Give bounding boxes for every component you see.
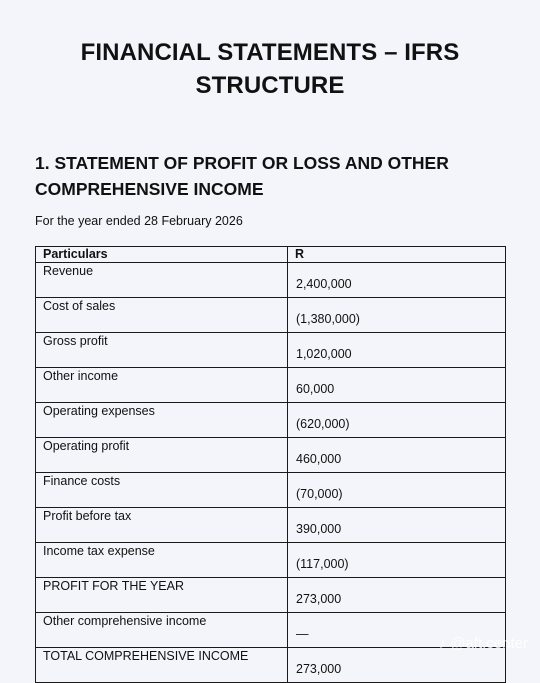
section-heading-line-2: COMPREHENSIVE INCOME	[35, 179, 264, 199]
row-amount: 273,000	[288, 648, 506, 683]
document-title	[40, 36, 500, 102]
statement-period: For the year ended 28 February 2026	[35, 214, 243, 228]
table-row	[36, 298, 506, 333]
table-row	[36, 403, 506, 438]
table-row	[36, 263, 506, 298]
document-title-line-1: FINANCIAL STATEMENTS – IFRS	[80, 39, 460, 66]
row-particular: PROFIT FOR THE YEAR	[36, 578, 288, 613]
table-body	[36, 263, 506, 683]
table-row	[36, 438, 506, 473]
table-row	[36, 368, 506, 403]
row-particular: Profit before tax	[36, 508, 288, 543]
section-heading	[35, 150, 505, 202]
table-row	[36, 543, 506, 578]
watermark: ♪ @aft.center	[438, 635, 528, 652]
row-amount: 2,400,000	[288, 263, 506, 298]
row-particular: Income tax expense	[36, 543, 288, 578]
row-particular: Operating profit	[36, 438, 288, 473]
row-amount: (620,000)	[288, 403, 506, 438]
row-amount: —	[288, 613, 506, 648]
row-amount: 1,020,000	[288, 333, 506, 368]
row-particular: Finance costs	[36, 473, 288, 508]
row-amount: 273,000	[288, 578, 506, 613]
section-heading-line-1: 1. STATEMENT OF PROFIT OR LOSS AND OTHER	[35, 153, 449, 173]
income-statement-table	[35, 246, 506, 683]
table-header-row	[36, 247, 506, 263]
row-particular: Operating expenses	[36, 403, 288, 438]
header-particulars: Particulars	[36, 247, 288, 263]
row-particular: Gross profit	[36, 333, 288, 368]
row-particular: Other comprehensive income	[36, 613, 288, 648]
row-particular: Cost of sales	[36, 298, 288, 333]
table-row	[36, 613, 506, 648]
row-amount: 460,000	[288, 438, 506, 473]
table-row	[36, 508, 506, 543]
row-particular: Other income	[36, 368, 288, 403]
row-amount: (70,000)	[288, 473, 506, 508]
row-particular: TOTAL COMPREHENSIVE INCOME	[36, 648, 288, 683]
row-amount: (117,000)	[288, 543, 506, 578]
row-particular: Revenue	[36, 263, 288, 298]
table-row	[36, 473, 506, 508]
table-row	[36, 648, 506, 683]
row-amount: 60,000	[288, 368, 506, 403]
document-title-line-2: STRUCTURE	[195, 72, 345, 99]
header-amount: R	[288, 247, 506, 263]
table-row	[36, 578, 506, 613]
row-amount: 390,000	[288, 508, 506, 543]
row-amount: (1,380,000)	[288, 298, 506, 333]
table-row	[36, 333, 506, 368]
